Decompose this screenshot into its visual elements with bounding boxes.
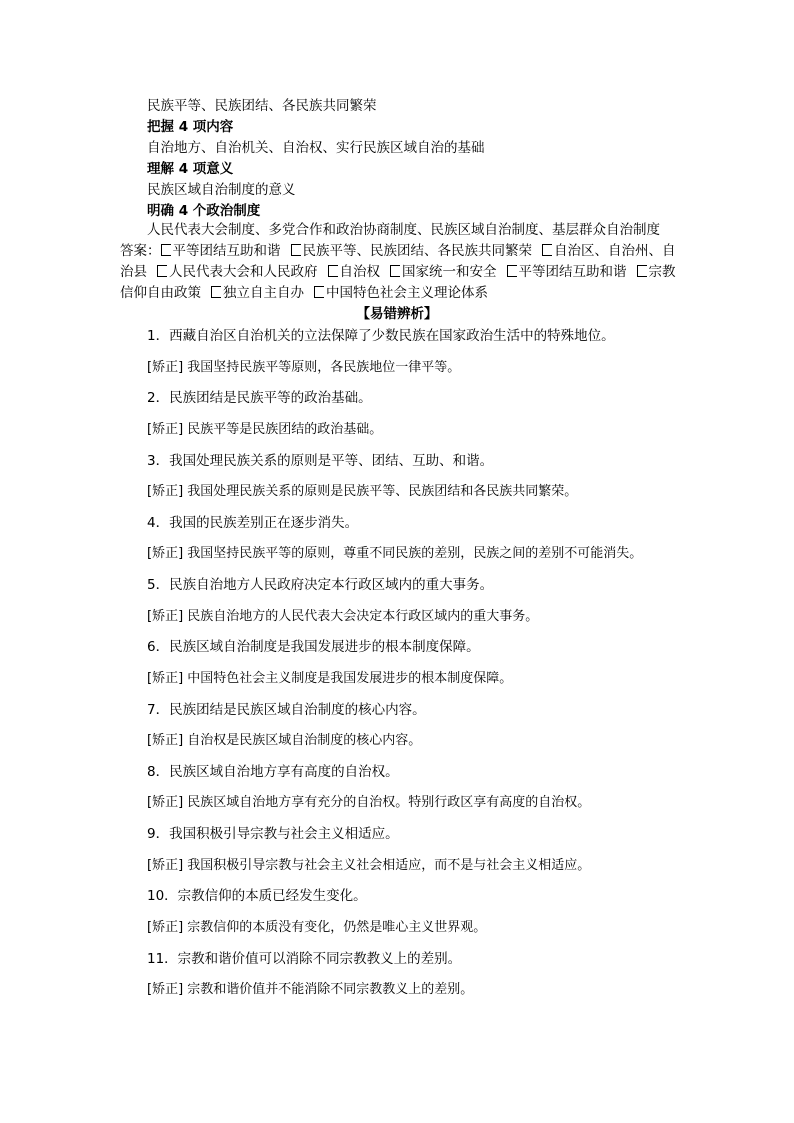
correction-statement: 1．西藏自治区自治机关的立法保障了少数民族在国家政治生活中的特殊地位。 <box>147 328 615 344</box>
correction-text: 宗教和谐价值并不能消除不同宗教教义上的差别。 <box>187 982 474 997</box>
correction-statement: 4．我国的民族差别正在逐步消失。 <box>147 515 359 531</box>
correction-statement: 10．宗教信仰的本质已经发生变化。 <box>147 888 367 904</box>
answer-item: 中国特色社会主义理论体系 <box>314 285 488 301</box>
answer-marker-icon <box>291 244 301 256</box>
correction-text: 我国坚持民族平等的原则，尊重不同民族的差别，民族之间的差别不可能消失。 <box>187 546 643 561</box>
correction-label: [矫正] <box>147 733 184 748</box>
correction-answer <box>147 358 460 378</box>
correction-statement: 11．宗教和谐价值可以消除不同宗教教义上的差别。 <box>147 951 462 967</box>
answer-label: 答案： <box>120 243 161 259</box>
intro-line-contents: 自治地方、自治机关、自治权、实行民族区域自治的基础 <box>147 140 485 156</box>
answer-marker-icon <box>211 286 221 298</box>
answer-item: 人民代表大会和人民政府 <box>157 264 318 280</box>
correction-answer <box>147 544 642 564</box>
political-systems-paragraph: 人民代表大会制度、多党合作和政治协商制度、民族区域自治制度、基层群众自治制度 <box>147 222 660 238</box>
correction-answer <box>147 980 473 1000</box>
correction-label: [矫正] <box>147 422 184 437</box>
correction-text: 中国特色社会主义制度是我国发展进步的根本制度保障。 <box>187 671 513 686</box>
correction-label: [矫正] <box>147 360 184 375</box>
correction-label: [矫正] <box>147 484 184 499</box>
answer-marker-icon <box>328 265 338 277</box>
correction-answer <box>147 420 382 440</box>
answer-marker-icon <box>157 265 167 277</box>
correction-text: 宗教信仰的本质没有变化，仍然是唯心主义世界观。 <box>187 920 487 935</box>
correction-label: [矫正] <box>147 982 184 997</box>
correction-text: 民族平等是民族团结的政治基础。 <box>187 422 383 437</box>
answer-item: 自治权 <box>328 264 381 280</box>
correction-statement: 5．民族自治地方人民政府决定本行政区域内的重大事务。 <box>147 577 494 593</box>
answer-marker-icon <box>637 265 647 277</box>
correction-text: 自治权是民族区域自治制度的核心内容。 <box>187 733 422 748</box>
correction-statement: 7．民族团结是民族区域自治制度的核心内容。 <box>147 702 426 718</box>
answer-item: 独立自主自办 <box>211 285 304 301</box>
correction-statement: 6．民族区域自治制度是我国发展进步的根本制度保障。 <box>147 639 480 655</box>
correction-answer <box>147 669 512 689</box>
correction-label: [矫正] <box>147 671 184 686</box>
answer-marker-icon <box>161 244 171 256</box>
intro-line-heading-contents: 把握 4 项内容 <box>147 119 234 135</box>
correction-text: 我国积极引导宗教与社会主义社会相适应，而不是与社会主义相适应。 <box>187 858 591 873</box>
correction-label: [矫正] <box>147 858 184 873</box>
answer-item: 平等团结互助和谐 <box>507 264 627 280</box>
answer-item: 平等团结互助和谐 <box>161 243 281 259</box>
intro-line-heading-significance: 理解 4 项意义 <box>147 161 234 177</box>
answer-marker-icon <box>542 244 552 256</box>
answer-marker-icon <box>314 286 324 298</box>
correction-answer <box>147 918 486 938</box>
intro-line-principles: 民族平等、民族团结、各民族共同繁荣 <box>147 98 377 114</box>
correction-text: 民族区域自治地方享有充分的自治权。特别行政区享有高度的自治权。 <box>187 795 591 810</box>
correction-statement: 9．我国积极引导宗教与社会主义相适应。 <box>147 826 399 842</box>
answer-block <box>120 241 680 304</box>
answer-marker-icon <box>390 265 400 277</box>
answer-item: 宗教信仰自由政策 <box>120 264 676 301</box>
correction-text: 民族自治地方的人民代表大会决定本行政区域内的重大事务。 <box>187 609 539 624</box>
intro-line-significance: 民族区域自治制度的意义 <box>147 182 296 198</box>
correction-statement: 8．民族区域自治地方享有高度的自治权。 <box>147 764 399 780</box>
answer-item: 民族平等、民族团结、各民族共同繁荣 <box>291 243 533 259</box>
correction-answer <box>147 731 421 751</box>
correction-label: [矫正] <box>147 795 184 810</box>
correction-answer <box>147 856 590 876</box>
correction-label: [矫正] <box>147 546 184 561</box>
correction-label: [矫正] <box>147 920 184 935</box>
correction-text: 我国处理民族关系的原则是民族平等、民族团结和各民族共同繁荣。 <box>187 484 578 499</box>
correction-answer <box>147 793 590 813</box>
intro-line-heading-systems: 明确 4 个政治制度 <box>147 203 261 219</box>
correction-statement: 3．我国处理民族关系的原则是平等、团结、互助、和谐。 <box>147 453 494 469</box>
correction-label: [矫正] <box>147 609 184 624</box>
correction-text: 我国坚持民族平等原则，各民族地位一律平等。 <box>187 360 461 375</box>
answer-item: 国家统一和安全 <box>390 264 497 280</box>
section-title-error-analysis: 【易错辨析】 <box>356 306 438 322</box>
correction-statement: 2．民族团结是民族平等的政治基础。 <box>147 390 372 406</box>
answer-marker-icon <box>507 265 517 277</box>
answer-item: 自治区、自治州、自治县 <box>120 243 676 280</box>
correction-answer <box>147 607 538 627</box>
correction-answer <box>147 482 577 502</box>
